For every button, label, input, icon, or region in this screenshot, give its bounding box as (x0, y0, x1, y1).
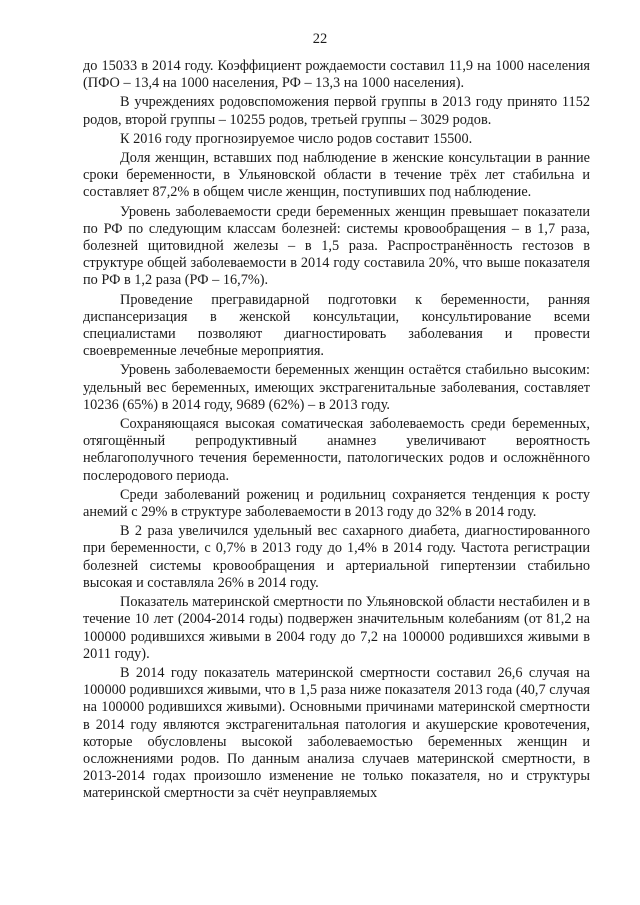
paragraph-diabetes: В 2 раза увеличился удельный вес сахарного диабета, диагностированного при беременности, с 0,7% в 2013 году до 1,4% в 2014 году. Частота регистрации болезней системы кровообращения и артериальной гипертензии стабильно высокая и составляла 26% в 2014 году. (83, 523, 590, 591)
paragraph-anemia: Среди заболеваний рожениц и родильниц сохраняется тенденция к росту анемий с 29% в структуре заболеваемости в 2013 году до 32% в 2014 году. (83, 486, 590, 521)
paragraph-early-registration: Доля женщин, вставших под наблюдение в женские консультации в ранние сроки беременности, в Ульяновской области в течение трёх лет стабильна и составляет 87,2% в общем числе женщин, поступивших под наблюдение. (83, 150, 590, 201)
paragraph-maternal-mortality-trend: Показатель материнской смертности по Ульяновской области нестабилен и в течение 10 лет (2004-2014 годы) подвержен значительным колебаниям (от 81,2 на 100000 родившихся живыми в 2004 году до 7,2 на 100000 родившихся живыми в 2011 году). (83, 594, 590, 662)
paragraph-pregravid-preparation: Проведение прегравидарной подготовки к беременности, ранняя диспансеризация в женской консультации, консультирование всеми специалистами позволяют диагностировать заболевания и провести своевременные лечебные мероприятия. (83, 291, 590, 360)
page-number: 22 (312, 31, 328, 47)
paragraph-births-by-group: В учреждениях родовспоможения первой группы в 2013 году принято 1152 родов, второй группы – 10255 родов, третьей группы – 3029 родов. (83, 94, 590, 128)
paragraph-morbidity-level: Уровень заболеваемости среди беременных женщин превышает показатели по РФ по следующим классам болезней: системы кровообращения – в 1,7 раза, болезней щитовидной железы – в 1,5 раза. Распространённость гестозов в структуре общей заболеваемости в 2014 году составила 20%, что выше показателя по РФ в 1,2 раза (РФ – 16,7%). (83, 203, 590, 289)
paragraph-extragenital-diseases: Уровень заболеваемости беременных женщин остаётся стабильно высоким: удельный вес беременных, имеющих экстрагенитальные заболевания, составляет 10236 (65%) в 2014 году, 9689 (62%) – в 2013 году. (83, 362, 590, 413)
paragraph-forecast: К 2016 году прогнозируемое число родов составит 15500. (120, 130, 473, 147)
paragraph-maternal-mortality-2014: В 2014 году показатель материнской смертности составил 26,6 случая на 100000 родившихся живыми, что в 1,5 раза ниже показателя 2013 года (40,7 случая на 100000 родившихся живыми). Основными причинами материнской смертности в 2014 году являются экстрагенитальная патология и акушерские кровотечения, которые обусловлены высокой заболеваемостью беременных женщин и осложнениями родов. По данным анализа случаев материнской смертности, в 2013-2014 годах произошло изменение не только показателя, но и структуры материнской смертности за счёт неуправляемых (83, 664, 590, 802)
document-body (83, 58, 590, 803)
paragraph-birth-rate: до 15033 в 2014 году. Коэффициент рождаемости составил 11,9 на 1000 населения (ПФО – 13,4 на 1000 населения, РФ – 13,3 на 1000 населения). (83, 58, 590, 92)
paragraph-somatic-morbidity: Сохраняющаяся высокая соматическая заболеваемость среди беременных, отягощённый репродуктивный анамнез увеличивают вероятность неблагополучного течения беременности, патологических родов и осложнённого послеродового периода. (83, 416, 590, 484)
